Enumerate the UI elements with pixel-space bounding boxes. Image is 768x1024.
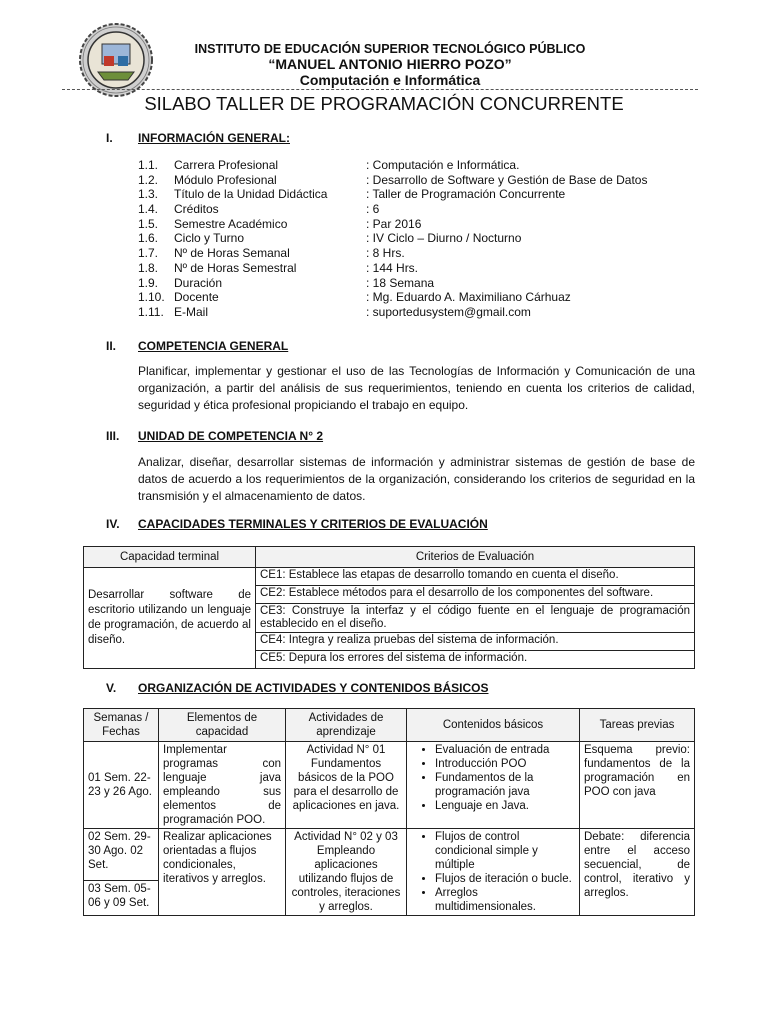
- section-heading-2: II. COMPETENCIA GENERAL: [106, 339, 289, 353]
- table-header-row: [84, 709, 695, 742]
- institute-title: “MANUEL ANTONIO HIERRO POZO”: [268, 56, 512, 72]
- list-item: • Fundamentos de la programación java: [435, 771, 575, 799]
- column-header: Elementos de capacidad: [159, 709, 286, 742]
- section-heading-1: I. INFORMACIÓN GENERAL:: [106, 131, 290, 145]
- capacity-cell: Desarrollar software de escritorio utilizando un lenguaje de programación, de acuerdo al diseño.: [84, 568, 256, 669]
- column-header: Contenidos básicos: [407, 709, 580, 742]
- week-cell: 03 Sem. 05-06 y 09 Set.: [84, 880, 159, 916]
- table-row: [84, 568, 695, 586]
- info-row: 1.6. Ciclo y Turno : IV Ciclo – Diurno / Nocturno: [138, 231, 522, 246]
- criterion-cell: CE2: Establece métodos para el desarrollo de los componentes del software.: [256, 586, 695, 604]
- info-row: 1.10. Docente : Mg. Eduardo A. Maximiliano Cárhuaz: [138, 290, 571, 305]
- column-header: Capacidad terminal: [84, 547, 256, 568]
- program-name: Computación e Informática: [299, 72, 481, 88]
- list-item: • Flujos de control condicional simple y múltiple: [435, 830, 575, 872]
- page-title: SILABO TALLER DE PROGRAMACIÓN CONCURRENTE: [144, 93, 624, 114]
- list-item: • Evaluación de entrada: [435, 743, 575, 757]
- table-row: [84, 742, 695, 829]
- info-row: 1.1. Carrera Profesional : Computación e Informática.: [138, 158, 520, 172]
- table-row: [84, 829, 695, 881]
- criterion-cell: CE4: Integra y realiza pruebas del sistema de información.: [256, 633, 695, 651]
- column-header: Actividades de aprendizaje: [286, 709, 407, 742]
- task-cell: Debate: diferencia entre el acceso secuencial, de control, iterativo y arreglos.: [580, 829, 695, 916]
- activities-table: [83, 708, 695, 916]
- info-row: 1.11. E-Mail : suportedusystem@gmail.com: [138, 304, 531, 319]
- info-row: 1.7. Nº de Horas Semanal : 8 Hrs.: [138, 246, 405, 261]
- list-item: • Introducción POO: [435, 757, 575, 771]
- section-heading-5: V. ORGANIZACIÓN DE ACTIVIDADES Y CONTENIDOS BÁSICOS: [106, 681, 489, 695]
- column-header: Tareas previas: [580, 709, 695, 742]
- info-row: 1.2. Módulo Profesional : Desarrollo de Software y Gestión de Base de Datos: [138, 172, 648, 187]
- info-row: 1.8. Nº de Horas Semestral : 144 Hrs.: [138, 260, 419, 275]
- section-heading-3: III. UNIDAD DE COMPETENCIA N° 2: [106, 429, 324, 443]
- list-item: • Lenguaje en Java.: [435, 799, 575, 813]
- criterion-cell: CE1: Establece las etapas de desarrollo tomando en cuenta el diseño.: [256, 568, 695, 586]
- contents-list: [411, 830, 575, 914]
- info-row: 1.9. Duración : 18 Semana: [138, 275, 435, 290]
- institute-name: INSTITUTO DE EDUCACIÓN SUPERIOR TECNOLÓGICO PÚBLICO: [194, 42, 586, 56]
- element-cell: Realizar aplicaciones orientadas a flujos condicionales, iterativos y arreglos.: [159, 829, 286, 916]
- institute-logo: [78, 22, 154, 98]
- column-header: Criterios de Evaluación: [256, 547, 695, 568]
- list-item: • Arreglos multidimensionales.: [435, 886, 575, 914]
- table-header-row: [84, 547, 695, 568]
- contents-cell: [407, 829, 580, 916]
- task-cell: Esquema previo: fundamentos de la programación en POO con java: [580, 742, 695, 829]
- criterion-cell: CE3: Construye la interfaz y el código fuente en el lenguaje de programación establecido en el diseño.: [256, 604, 695, 633]
- competencia-general-text: Planificar, implementar y gestionar el uso de las Tecnologías de Información y Comunicación de una organización, a partir del análisis de sus requerimientos, teniendo en cuenta los criterios de calidad, seguridad y ética profesional propiciando el trabajo en equipo.: [138, 364, 695, 412]
- list-item: • Flujos de iteración o bucle.: [435, 872, 575, 886]
- activity-cell: Actividad N° 02 y 03 Empleando aplicaciones utilizando flujos de controles, iteraciones y arreglos.: [286, 829, 407, 916]
- contents-list: [411, 743, 575, 813]
- info-row: 1.4. Créditos : 6: [138, 202, 380, 217]
- unidad-competencia-text: Analizar, diseñar, desarrollar sistemas de información y administrar sistemas de gestión de base de datos de acuerdo a los requerimientos de la organización, considerando los criterios de seguridad en la transmisión y el almacenamiento de datos.: [138, 455, 695, 503]
- capacities-table: [83, 546, 695, 669]
- section-heading-4: IV. CAPACIDADES TERMINALES Y CRITERIOS DE EVALUACIÓN: [106, 517, 488, 531]
- criterion-cell: CE5: Depura los errores del sistema de información.: [256, 651, 695, 669]
- activity-cell: Actividad N° 01 Fundamentos básicos de la POO para el desarrollo de aplicaciones en java.: [286, 742, 407, 829]
- general-info-list: [138, 158, 647, 320]
- column-header: Semanas / Fechas: [84, 709, 159, 742]
- header-divider: [62, 89, 698, 90]
- info-row: 1.5. Semestre Académico : Par 2016: [138, 216, 422, 231]
- week-cell: 01 Sem. 22-23 y 26 Ago.: [84, 742, 159, 829]
- contents-cell: [407, 742, 580, 829]
- info-row: 1.3. Título de la Unidad Didáctica : Taller de Programación Concurrente: [138, 187, 566, 202]
- week-cell: 02 Sem. 29-30 Ago. 02 Set.: [84, 829, 159, 881]
- element-cell: Implementar programas con lenguaje java empleando sus elementos de programación POO.: [159, 742, 286, 829]
